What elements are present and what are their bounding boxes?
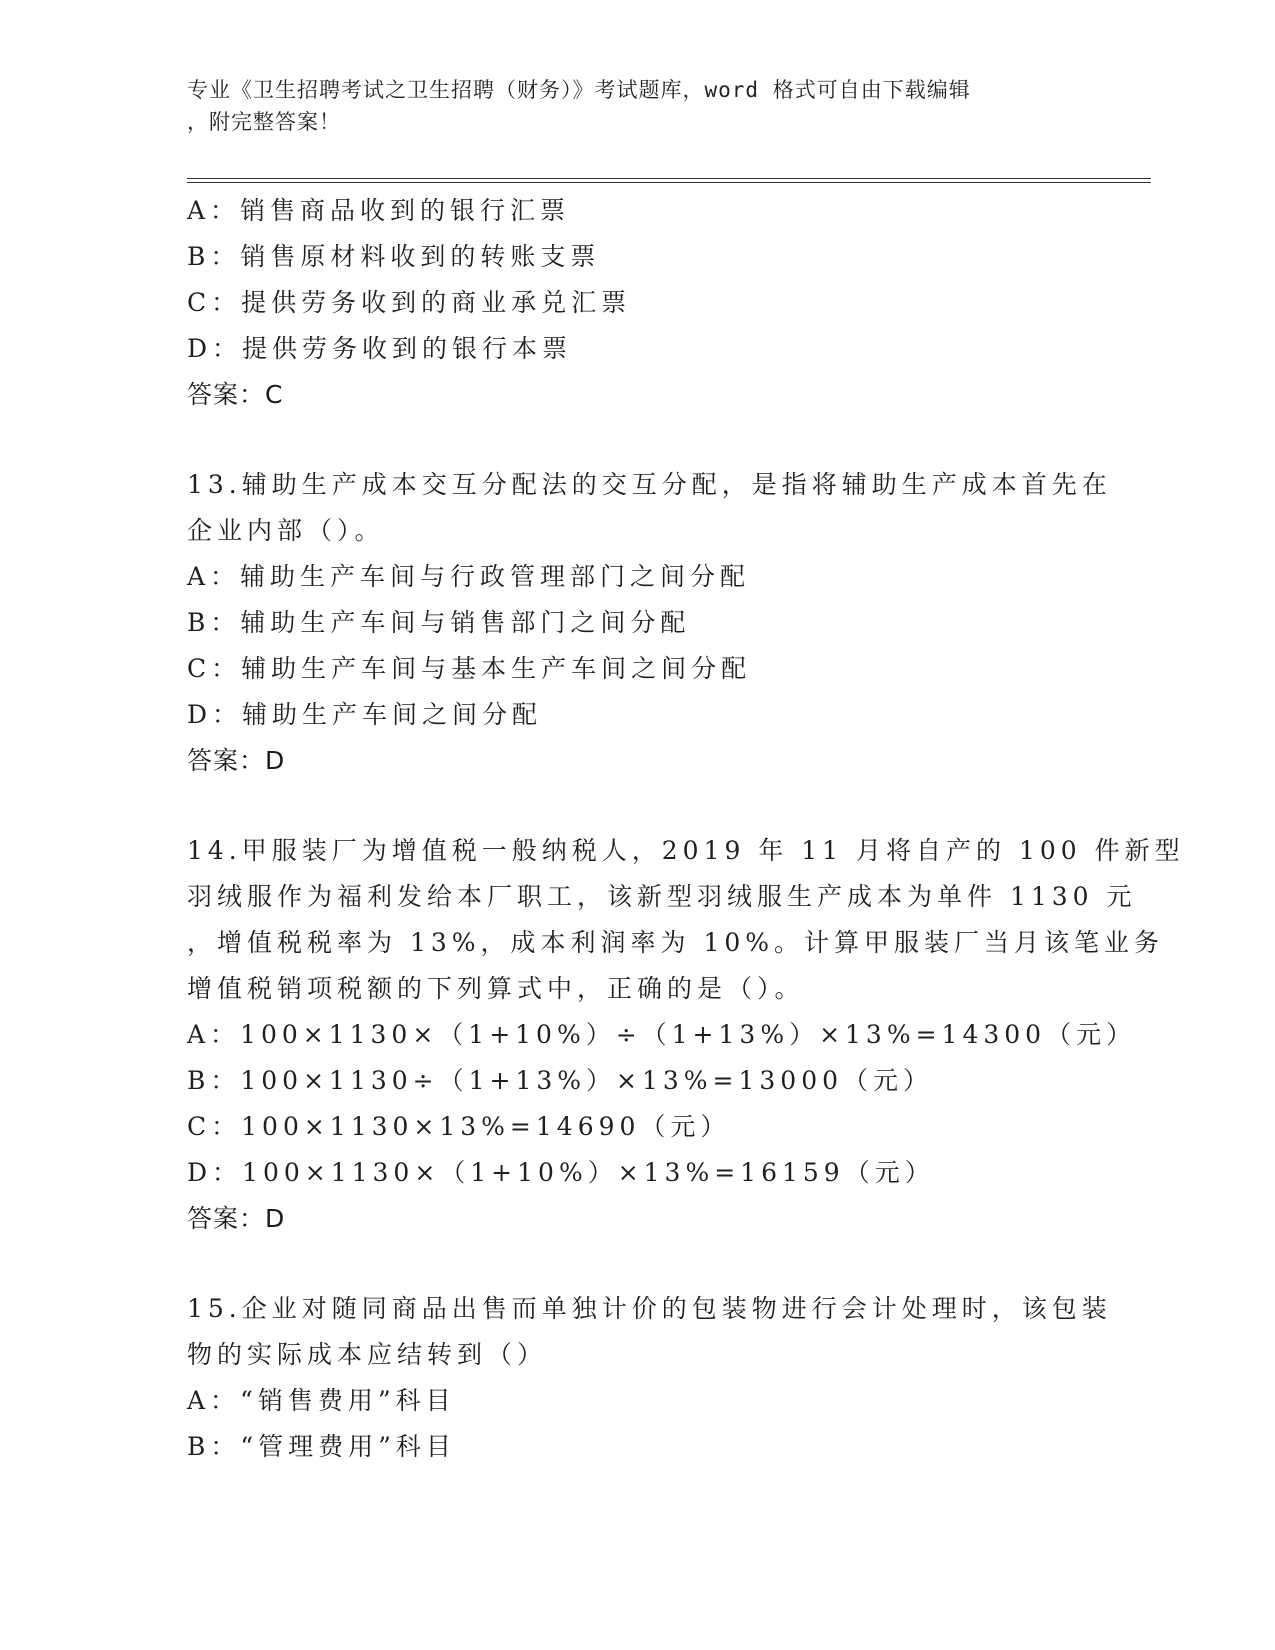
- question-stem: 羽绒服作为福利发给本厂职工，该新型羽绒服生产成本为单件 1130 元: [187, 882, 1137, 911]
- spacer: [187, 784, 1087, 828]
- header-line-1: 专业《卫生招聘考试之卫生招聘（财务）》考试题库，word 格式可自由下载编辑: [187, 78, 971, 102]
- option-c: C：100×1130×13%=14690（元）: [187, 1112, 731, 1141]
- question-13: [187, 462, 1112, 784]
- question-12: [187, 188, 1087, 418]
- question-list: [187, 188, 1185, 1470]
- question-stem: 13.辅助生产成本交互分配法的交互分配，是指将辅助生产成本首先在: [187, 470, 1112, 499]
- answer: 答案：D: [187, 1204, 286, 1233]
- option-a: A：“销售费用”科目: [187, 1386, 456, 1415]
- answer: 答案：D: [187, 746, 286, 775]
- option-b: B：“管理费用”科目: [187, 1432, 456, 1461]
- option-b: B：销售原材料收到的转账支票: [187, 242, 601, 271]
- header-line-2: ，附完整答案！: [187, 110, 341, 134]
- answer: 答案：C: [187, 380, 284, 409]
- option-a: A：辅助生产车间与行政管理部门之间分配: [187, 562, 751, 591]
- option-a: A：销售商品收到的银行汇票: [187, 196, 571, 225]
- option-c: C：提供劳务收到的商业承兑汇票: [187, 288, 632, 317]
- spacer: [187, 418, 1087, 462]
- question-15: [187, 1286, 1112, 1470]
- option-d: D：提供劳务收到的银行本票: [187, 334, 573, 363]
- question-stem: 15.企业对随同商品出售而单独计价的包装物进行会计处理时，该包装: [187, 1294, 1112, 1323]
- question-stem: 14.甲服装厂为增值税一般纳税人，2019 年 11 月将自产的 100 件新型: [187, 836, 1185, 865]
- option-b: B：100×1130÷（1+13%）×13%=13000（元）: [187, 1066, 934, 1095]
- question-stem: 企业内部（）。: [187, 516, 385, 545]
- question-14: [187, 828, 1185, 1242]
- option-b: B：辅助生产车间与销售部门之间分配: [187, 608, 691, 637]
- question-stem: ，增值税税率为 13%，成本利润率为 10%。计算甲服装厂当月该笔业务: [187, 928, 1165, 957]
- option-a: A：100×1130×（1+10%）÷（1+13%）×13%=14300（元）: [187, 1020, 1137, 1049]
- option-d: D：100×1130×（1+10%）×13%=16159（元）: [187, 1158, 935, 1187]
- question-stem: 物的实际成本应结转到（）: [187, 1340, 548, 1369]
- question-stem: 增值税销项税额的下列算式中，正确的是（）。: [187, 974, 805, 1003]
- option-d: D：辅助生产车间之间分配: [187, 700, 543, 729]
- header-divider: [187, 178, 1151, 183]
- option-c: C：辅助生产车间与基本生产车间之间分配: [187, 654, 752, 683]
- document-header: [187, 74, 1077, 138]
- spacer: [187, 1242, 1087, 1286]
